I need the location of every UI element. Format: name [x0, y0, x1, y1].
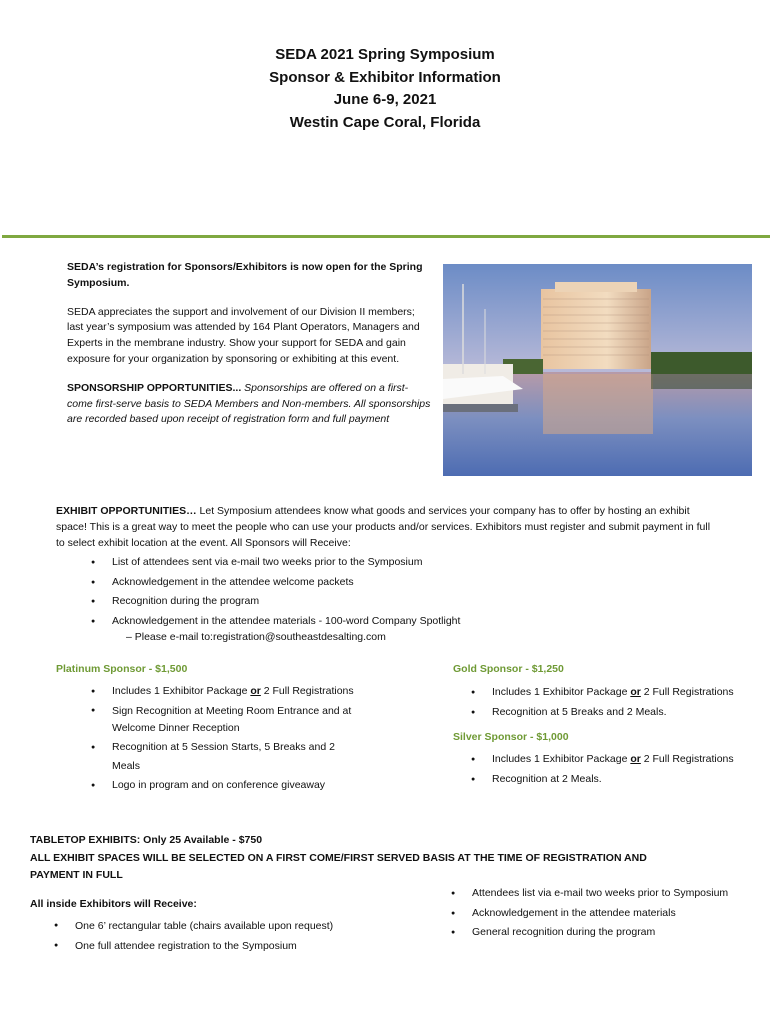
exhibit-text: Let Symposium attendees know what goods and services your company has to offer by hosting an exhibit space! This is a great way to meet the people who can use your products and/or services. Exhibitors must register and submit payment in full to select exhibit location at the event. All Sponsors will Receive: — [56, 505, 711, 549]
item-text: 2 Full Registrations — [640, 753, 734, 765]
list-item: ● One 6’ rectangular table (chairs available upon request) — [75, 916, 435, 936]
item-text: Includes 1 Exhibitor Package — [492, 686, 631, 698]
intro-body: SEDA appreciates the support and involvement of our Division II members; last year’s symposium was attended by 164 Plant Operators, Managers and Experts in the membrane industry. Show your support for SEDA and gain exposure for your organization by sponsoring or exhibiting at this event. — [67, 305, 420, 365]
list-item: ● Recognition during the program — [112, 592, 672, 612]
list-item: ● Acknowledgement in the attendee materials - 100-word Company Spotlight — [112, 612, 672, 632]
item-text: 2 Full Registrations — [640, 686, 734, 698]
exhibit-section — [56, 503, 716, 551]
page-title — [0, 44, 770, 134]
item-text: 2 Full Registrations — [260, 685, 354, 697]
exhibit-label: EXHIBIT OPPORTUNITIES… — [56, 505, 197, 517]
title-line-1: SEDA 2021 Spring Symposium — [275, 46, 495, 63]
sponsorship-paragraph — [67, 381, 432, 428]
email-note: – Please e-mail to:registration@southeastdesalting.com — [126, 631, 386, 643]
gold-list — [492, 683, 762, 722]
list-item: ● List of attendees sent via e-mail two weeks prior to the Symposium — [112, 553, 672, 573]
list-item — [492, 750, 762, 770]
silver-heading: Silver Sponsor - $1,000 — [453, 731, 569, 743]
intro-section — [67, 260, 432, 441]
sponsorship-label: SPONSORSHIP OPPORTUNITIES... — [67, 381, 242, 394]
or-text: or — [630, 686, 641, 698]
item-text: Includes 1 Exhibitor Package — [112, 685, 251, 697]
list-item: ● Recognition at 2 Meals. — [492, 770, 762, 790]
list-item: ● General recognition during the program — [472, 923, 762, 943]
or-text: or — [630, 753, 641, 765]
list-item: ● Recognition at 5 Session Starts, 5 Breaks and 2 Meals — [112, 738, 357, 776]
gold-heading: Gold Sponsor - $1,250 — [453, 663, 564, 675]
tabletop-heading: TABLETOP EXHIBITS: Only 25 Available - $750 — [30, 834, 263, 846]
title-line-2: Sponsor & Exhibitor Information — [269, 68, 501, 86]
inside-exhibitors-list — [75, 916, 435, 956]
list-item: ● Sign Recognition at Meeting Room Entrance and at Welcome Dinner Reception — [112, 703, 357, 736]
list-item: ● Recognition at 5 Breaks and 2 Meals. — [492, 703, 762, 723]
title-line-4: Westin Cape Coral, Florida — [289, 113, 481, 131]
list-item: ● Acknowledgement in the attendee materials — [472, 904, 762, 924]
inside-exhibitors-heading: All inside Exhibitors will Receive: — [30, 898, 197, 910]
exhibit-paragraph — [56, 503, 716, 551]
sponsorship-text: Sponsorships are offered on a first- come first-serve basis to SEDA Members and Non-members. All sponsorships are recorded based upon receipt of registration form and full payment — [67, 381, 431, 426]
silver-list — [492, 750, 762, 789]
list-item: ● Acknowledgement in the attendee welcome packets — [112, 573, 672, 593]
or-text: or — [250, 685, 261, 697]
sponsor-receive-list — [112, 553, 672, 631]
list-item — [112, 682, 357, 701]
tabletop-section — [30, 832, 670, 885]
list-item — [492, 683, 762, 703]
list-item: ● Logo in program and on conference giveaway — [112, 776, 357, 795]
intro-heading: SEDA’s registration for Sponsors/Exhibitors is now open for the Spring Symposium. — [67, 261, 423, 289]
list-item: ● Attendees list via e-mail two weeks prior to Symposium — [472, 884, 762, 904]
title-line-3: June 6-9, 2021 — [333, 91, 437, 108]
hotel-waterfront-image — [443, 264, 752, 476]
divider-rule — [2, 235, 770, 238]
additional-benefits-list — [472, 884, 762, 943]
item-text: Includes 1 Exhibitor Package — [492, 753, 631, 765]
platinum-heading: Platinum Sponsor - $1,500 — [56, 663, 188, 675]
list-item: ● One full attendee registration to the Symposium — [75, 936, 435, 956]
hotel-photo — [443, 264, 752, 476]
tabletop-notice: ALL EXHIBIT SPACES WILL BE SELECTED ON A FIRST COME/FIRST SERVED BASIS AT THE TIME OF REGISTRATION AND PAYMENT IN FULL — [30, 851, 647, 881]
platinum-list — [112, 682, 357, 795]
